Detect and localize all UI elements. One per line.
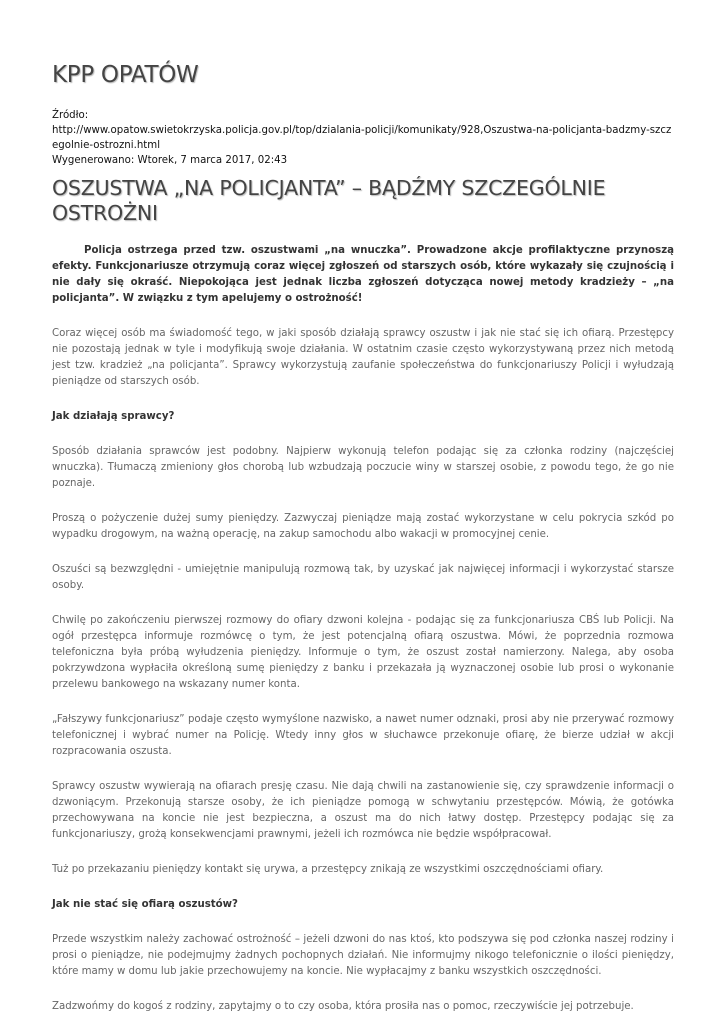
- source-url[interactable]: http://www.opatow.swietokrzyska.policja.gov.pl/top/dzialania-policji/komunikaty/928,Oszustwa-na-policjanta-badzmy-szczegolnie-ostrozni.html: [52, 125, 672, 151]
- site-title: KPP OPATÓW: [52, 62, 199, 88]
- section-heading: Jak nie stać się ofiarą oszustów?: [52, 899, 238, 910]
- paragraph: Coraz więcej osób ma świadomość tego, w jaki sposób działają sprawcy oszustw i jak nie stać się ich ofiarą. Przestępcy nie pozostają jednak w tyle i modyfikują swoje działania. W ostatnim czasie często wykorzystywaną przez nich metodą jest tzw. kradzież „na policjanta”. Sprawcy wykorzystują zaufanie społeczeństwa do funkcjonariuszy Policji i wyłudzają pieniądze od starszych osób.: [52, 328, 674, 387]
- article-body: [52, 243, 674, 1034]
- section-heading: Jak działają sprawcy?: [52, 411, 175, 422]
- paragraph: Proszą o pożyczenie dużej sumy pieniędzy. Zazwyczaj pieniądze mają zostać wykorzystane w celu pokrycia szkód po wypadku drogowym, na ważną operację, na zakup samochodu albo wakacji w promocyjnej cenie.: [52, 513, 674, 540]
- article-lead: Policja ostrzega przed tzw. oszustwami „na wnuczka”. Prowadzone akcje profilaktyczne przynoszą efekty. Funkcjonariusze otrzymują coraz więcej zgłoszeń od starszych osób, które wykazały się czujnością i nie dały się okraść. Niepokojąca jest jednak liczba zgłoszeń dotycząca nowej metody kradzieży – „na policjanta”. W związku z tym apelujemy o ostrożność!: [52, 245, 674, 304]
- document-meta: [52, 108, 674, 168]
- paragraph: „Fałszywy funkcjonariusz” podaje często wymyślone nazwisko, a nawet numer odznaki, prosi aby nie przerywać rozmowy telefonicznej i wybrać numer na Policję. Wtedy inny głos w słuchawce przekonuje ofiarę, że bierze udział w akcji rozpracowania oszusta.: [52, 714, 674, 757]
- paragraph: Chwilę po zakończeniu pierwszej rozmowy do ofiary dzwoni kolejna - podając się za funkcjonariusza CBŚ lub Policji. Na ogół przestępca informuje rozmówcę o tym, że jest potencjalną ofiarą oszustwa. Mówi, że poprzednia rozmowa telefoniczna była próbą wyłudzenia pieniędzy. Informuje o tym, że oszust został namierzony. Nalega, aby osoba pokrzywdzona wypłaciła określoną sumę pieniędzy z banku i przekazała ją wyznaczonej osobie lub prosi o wykonanie przelewu bankowego na wskazany numer konta.: [52, 615, 674, 690]
- paragraph: Sposób działania sprawców jest podobny. Najpierw wykonują telefon podając się za członka rodziny (najczęściej wnuczka). Tłumaczą zmieniony głos chorobą lub wzbudzają poczucie winy w starszej osobie, z powodu tego, że go nie poznaje.: [52, 446, 674, 489]
- generated-date: Wygenerowano: Wtorek, 7 marca 2017, 02:43: [52, 155, 288, 166]
- article-title: OSZUSTWA „NA POLICJANTA” – BĄDŹMY SZCZEGÓLNIE OSTROŻNI: [52, 176, 606, 225]
- paragraph: Oszuści są bezwzględni - umiejętnie manipulują rozmową tak, by uzyskać jak najwięcej informacji i wykorzystać starsze osoby.: [52, 564, 674, 591]
- paragraph: Tuż po przekazaniu pieniędzy kontakt się urywa, a przestępcy znikają ze wszystkimi oszczędnościami ofiary.: [52, 864, 604, 875]
- paragraph: Przede wszystkim należy zachować ostrożność – jeżeli dzwoni do nas ktoś, kto podszywa się pod członka naszej rodziny i prosi o pieniądze, nie podejmujmy żadnych pochopnych działań. Nie informujmy nikogo telefonicznie o ilości pieniędzy, które mamy w domu lub jakie przechowujemy na koncie. Nie wypłacajmy z banku wszystkich oszczędności.: [52, 934, 674, 977]
- source-label: Źródło:: [52, 110, 89, 121]
- paragraph: Zadzwońmy do kogoś z rodziny, zapytajmy o to czy osoba, która prosiła nas o pomoc, rzeczywiście jej potrzebuje.: [52, 1001, 634, 1012]
- paragraph: Sprawcy oszustw wywierają na ofiarach presję czasu. Nie dają chwili na zastanowienie się, czy sprawdzenie informacji o dzwoniącym. Przekonują starsze osoby, że ich pieniądze pomogą w schwytaniu przestępców. Mówią, że gotówka przechowywana na koncie nie jest bezpieczna, a oszust ma do nich łatwy dostęp. Przestępcy podając się za funkcjonariuszy, grożą konsekwencjami prawnymi, jeżeli ich rozmówca nie będzie współpracował.: [52, 781, 674, 840]
